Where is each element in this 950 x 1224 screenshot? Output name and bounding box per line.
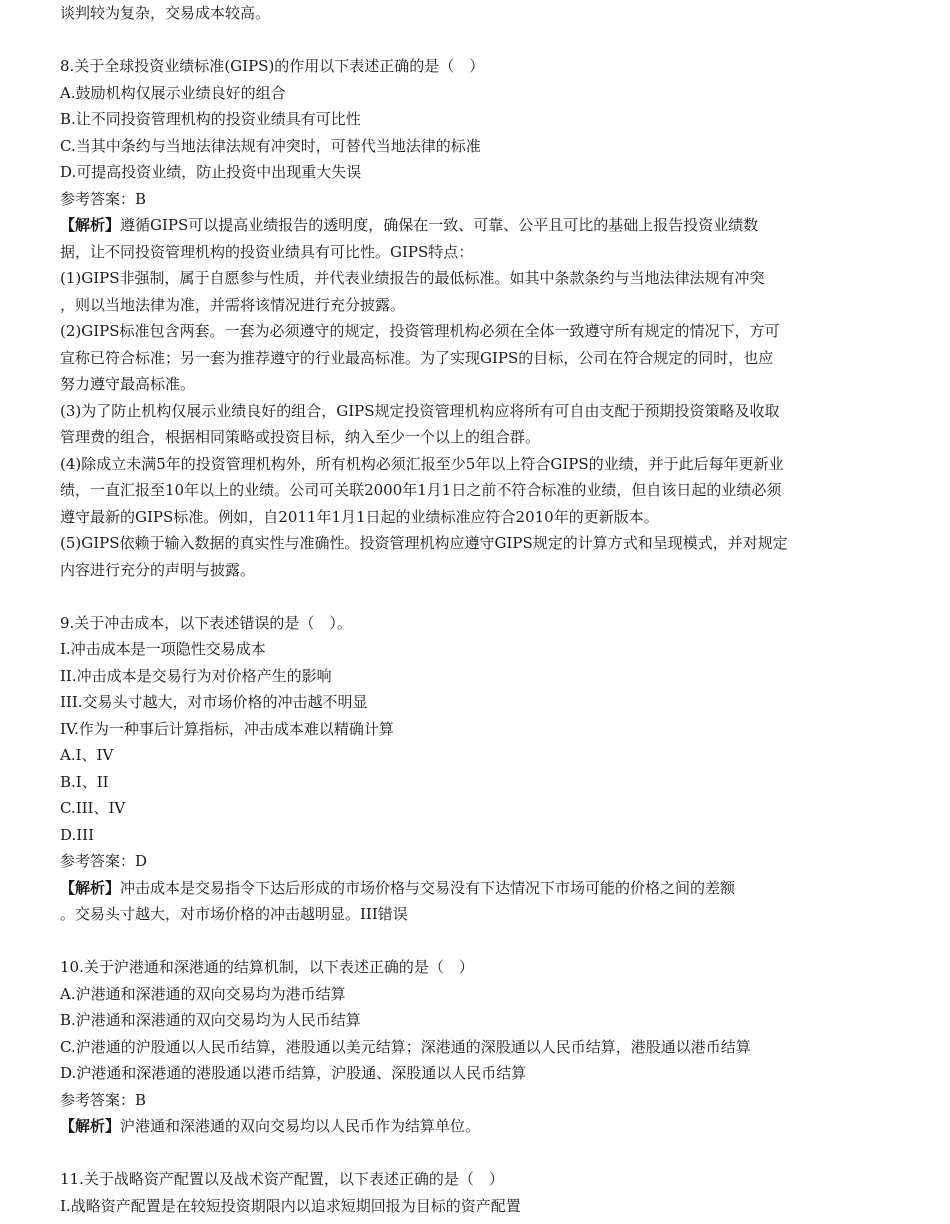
analysis-line: 努力遵守最高标准。 (60, 375, 196, 393)
reference-answer: 参考答案：D (60, 852, 148, 870)
analysis-line: 内容进行充分的声明与披露。 (60, 560, 256, 579)
option-d: D.沪港通和深港通的港股通以港币结算，沪股通、深股通以人民币结算 (60, 1064, 527, 1082)
option-a: A.I、IV (60, 746, 114, 764)
option-d: D.III (60, 825, 95, 844)
document-page (60, 0, 930, 1219)
question-stem: 8.关于全球投资业绩标准(GIPS)的作用以下表述正确的是（ ） (60, 57, 485, 75)
analysis-line (60, 875, 930, 902)
question-11 (60, 1166, 930, 1219)
analysis-line: (3)为了防止机构仅展示业绩良好的组合，GIPS规定投资管理机构应将所有可自由支配于预期投资策略及收取 (60, 401, 780, 420)
question-8 (60, 53, 930, 583)
analysis-text: 遵循GIPS可以提高业绩报告的透明度，确保在一致、可靠、公平且可比的基础上报告投资业绩数 (120, 216, 759, 234)
analysis-line: 宣称已符合标准；另一套为推荐遵守的行业最高标准。为了实现GIPS的目标，公司在符合规定的同时，也应 (60, 348, 774, 367)
question-stem: 11.关于战略资产配置以及战术资产配置，以下表述正确的是（ ） (60, 1170, 504, 1188)
analysis-line: (5)GIPS依赖于输入数据的真实性与准确性。投资管理机构应遵守GIPS规定的计算方式和呈现模式，并对规定 (60, 534, 788, 552)
analysis-line: (4)除成立未满5年的投资管理机构外，所有机构必须汇报至少5年以上符合GIPS的业绩，并于此后每年更新业 (60, 454, 784, 473)
analysis-line (60, 1113, 930, 1140)
statement-ii: II.冲击成本是交易行为对价格产生的影响 (60, 666, 332, 685)
question-9 (60, 610, 930, 928)
analysis-label: 【解析】 (60, 1117, 121, 1135)
spacer (60, 583, 930, 610)
option-c: C.沪港通的沪股通以人民币结算，港股通以美元结算；深港通的深股通以人民币结算，港股通以港币结算 (60, 1037, 751, 1056)
question-stem: 10.关于沪港通和深港通的结算机制，以下表述正确的是（ ） (60, 958, 474, 976)
analysis-line: 管理费的组合，根据相同策略或投资目标，纳入至少一个以上的组合群。 (60, 428, 541, 446)
reference-answer: 参考答案：B (60, 189, 147, 208)
option-b: B.I、II (60, 772, 109, 791)
intro-tail-text: 谈判较为复杂，交易成本较高。 (60, 4, 271, 22)
option-b: B.让不同投资管理机构的投资业绩具有可比性 (60, 110, 361, 128)
option-a: A.鼓励机构仅展示业绩良好的组合 (60, 83, 286, 102)
analysis-line: (2)GIPS标准包含两套。一套为必须遵守的规定，投资管理机构必须在全体一致遵守所有规定的情况下，方可 (60, 322, 780, 340)
statement-iv: IV.作为一种事后计算指标，冲击成本难以精确计算 (60, 719, 394, 738)
analysis-line: 遵守最新的GIPS标准。例如，自2011年1月1日起的业绩标准应符合2010年的更新版本。 (60, 507, 659, 526)
question-10 (60, 954, 930, 1140)
reference-answer: 参考答案：B (60, 1090, 147, 1109)
option-c: C.当其中条约与当地法律法规有冲突时，可替代当地法律的标准 (60, 136, 481, 155)
spacer (60, 27, 930, 54)
analysis-text: 沪港通和深港通的双向交易均以人民币作为结算单位。 (120, 1117, 481, 1135)
analysis-label: 【解析】 (60, 216, 121, 234)
question-stem: 9.关于冲击成本，以下表述错误的是（ ）。 (60, 613, 352, 632)
option-b: B.沪港通和深港通的双向交易均为人民币结算 (60, 1011, 361, 1029)
analysis-line: (1)GIPS非强制，属于自愿参与性质，并代表业绩报告的最低标准。如其中条款条约与当地法律法规有冲突 (60, 269, 765, 287)
option-d: D.可提高投资业绩，防止投资中出现重大失误 (60, 163, 362, 181)
spacer (60, 928, 930, 955)
analysis-label: 【解析】 (60, 878, 121, 897)
option-a: A.沪港通和深港通的双向交易均为港币结算 (60, 984, 346, 1003)
spacer (60, 1140, 930, 1167)
analysis-line: 。交易头寸越大，对市场价格的冲击越明显。III错误 (60, 905, 408, 923)
statement-i: I.冲击成本是一项隐性交易成本 (60, 640, 266, 658)
analysis-text: 冲击成本是交易指令下达后形成的市场价格与交易没有下达情况下市场可能的价格之间的差额 (120, 878, 736, 897)
statement-i: I.战略资产配置是在较短投资期限内以追求短期回报为目标的资产配置 (60, 1196, 521, 1215)
analysis-line (60, 212, 930, 239)
analysis-line: 据，让不同投资管理机构的投资业绩具有可比性。GIPS特点： (60, 242, 474, 261)
analysis-line: ，则以当地法律为准，并需将该情况进行充分披露。 (60, 295, 406, 314)
statement-iii: III.交易头寸越大，对市场价格的冲击越不明显 (60, 693, 368, 711)
option-c: C.III、IV (60, 799, 126, 817)
analysis-line: 绩，一直汇报至10年以上的业绩。公司可关联2000年1月1日之前不符合标准的业绩，但自该日起的业绩必须 (60, 481, 782, 499)
